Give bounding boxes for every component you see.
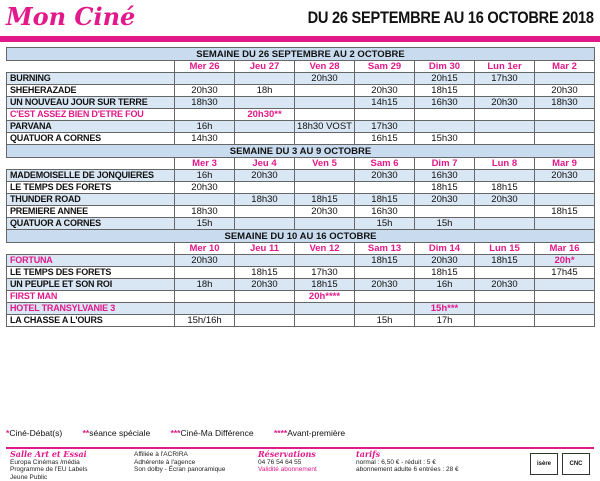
showtime-cell (475, 303, 535, 315)
showtime-cell: 15h (355, 218, 415, 230)
day-header-blank (7, 243, 175, 255)
day-label: Mar 16 (535, 243, 595, 255)
showtime-cell (535, 133, 595, 145)
footer-info (6, 447, 594, 481)
program-period: DU 26 SEPTEMBRE AU 16 OCTOBRE 2018 (307, 8, 594, 27)
film-title: UN PEUPLE ET SON ROI (7, 279, 175, 291)
showtime-cell: 18h15 (295, 279, 355, 291)
showtime-cell (175, 109, 235, 121)
footer-tarifs-column: tarifs normal : 6,50 € - réduit : 5 € abonnement adulte 6 entrées : 28 € (356, 449, 459, 473)
showtime-cell: 20h30** (235, 109, 295, 121)
showtime-cell: 20h15 (415, 73, 475, 85)
showtime-cell: 18h15 (415, 267, 475, 279)
showtime-cell: 18h15 (415, 182, 475, 194)
legend-seance-speciale: **séance spéciale (82, 428, 151, 438)
showtime-cell: 20h30 (475, 194, 535, 206)
showtime-cell (235, 121, 295, 133)
film-row (7, 291, 595, 303)
showtime-cell (535, 194, 595, 206)
day-label: Ven 12 (295, 243, 355, 255)
showtime-cell (235, 255, 295, 267)
footer-affiliations-column: Affiliée à l'ACRIRA Adhérente à l'agence Son dolby - Écran panoramique (134, 451, 226, 473)
showtime-cell: 16h30 (415, 97, 475, 109)
showtime-cell (535, 303, 595, 315)
showtime-cell (355, 303, 415, 315)
showtime-cell: 18h30 (235, 194, 295, 206)
legend-cine-debat: *Ciné-Débat(s) (6, 428, 63, 438)
week-title: SEMAINE DU 10 AU 16 OCTOBRE (7, 230, 595, 243)
showtime-cell: 20h* (535, 255, 595, 267)
film-title: BURNING (7, 73, 175, 85)
showtime-cell: 20h30 (355, 170, 415, 182)
showtime-cell: 20h30 (475, 97, 535, 109)
showtime-cell (475, 170, 535, 182)
showtime-cell: 17h30 (355, 121, 415, 133)
day-label: Ven 5 (295, 158, 355, 170)
film-title: UN NOUVEAU JOUR SUR TERRE (7, 97, 175, 109)
showtime-cell: 20h30 (175, 255, 235, 267)
showtime-cell (295, 315, 355, 327)
header-divider (0, 36, 600, 42)
footer-tarifs-title: tarifs (356, 449, 381, 459)
showtime-cell (235, 315, 295, 327)
footer-labels-column: Salle Art et Essai Europa Cinémas /média Programme de l'EU Labels Jeune Public (10, 449, 88, 481)
schedule-table (6, 47, 595, 327)
showtime-cell (235, 291, 295, 303)
day-label: Sam 29 (355, 61, 415, 73)
footer-reservations-column: Réservations 04 76 54 64 55 Validité abonnement (258, 449, 317, 473)
day-label: Sam 6 (355, 158, 415, 170)
film-row (7, 303, 595, 315)
showtime-cell (295, 109, 355, 121)
day-label: Jeu 27 (235, 61, 295, 73)
showtime-cell (235, 133, 295, 145)
showtime-cell (475, 85, 535, 97)
film-title: FIRST MAN (7, 291, 175, 303)
film-row (7, 170, 595, 182)
showtime-cell: 15h (355, 315, 415, 327)
showtime-cell (415, 291, 475, 303)
film-title: PREMIERE ANNEE (7, 206, 175, 218)
cinema-logo: Mon Ciné (6, 2, 136, 31)
showtime-cell (355, 267, 415, 279)
day-label: Lun 8 (475, 158, 535, 170)
day-label: Jeu 4 (235, 158, 295, 170)
film-title: HOTEL TRANSYLVANIE 3 (7, 303, 175, 315)
showtime-cell (535, 315, 595, 327)
week-title: SEMAINE DU 26 SEPTEMBRE AU 2 OCTOBRE (7, 48, 595, 61)
showtime-cell: 18h15 (475, 182, 535, 194)
showtime-cell: 20h30 (295, 73, 355, 85)
day-label: Mer 10 (175, 243, 235, 255)
day-label: Mer 3 (175, 158, 235, 170)
film-row (7, 85, 595, 97)
film-row (7, 109, 595, 121)
cnc-logo: CNC (562, 453, 590, 475)
showtime-cell: 15h/16h (175, 315, 235, 327)
showtime-cell (475, 218, 535, 230)
showtime-cell: 16h30 (355, 206, 415, 218)
showtime-cell: 18h15 (355, 194, 415, 206)
film-title: PARVANA (7, 121, 175, 133)
day-header-blank (7, 158, 175, 170)
day-label: Lun 15 (475, 243, 535, 255)
day-label: Dim 30 (415, 61, 475, 73)
showtime-cell (295, 255, 355, 267)
film-row (7, 218, 595, 230)
showtime-cell: 16h (415, 279, 475, 291)
film-row (7, 194, 595, 206)
showtime-cell (415, 109, 475, 121)
showtime-cell: 16h (175, 170, 235, 182)
showtime-cell: 18h15 (535, 206, 595, 218)
showtime-cell: 20h30 (175, 85, 235, 97)
day-label: Dim 7 (415, 158, 475, 170)
showtime-cell: 18h15 (355, 255, 415, 267)
showtime-cell (175, 194, 235, 206)
week-title: SEMAINE DU 3 AU 9 OCTOBRE (7, 145, 595, 158)
showtime-cell (235, 73, 295, 85)
showtime-cell (235, 182, 295, 194)
showtime-cell (475, 121, 535, 133)
showtime-cell: 20h30 (535, 170, 595, 182)
showtime-cell: 17h30 (295, 267, 355, 279)
film-row (7, 73, 595, 85)
film-title: LA CHASSE A L'OURS (7, 315, 175, 327)
day-label: Sam 13 (355, 243, 415, 255)
week-header-row (7, 230, 595, 243)
showtime-cell (295, 182, 355, 194)
showtime-cell: 16h15 (355, 133, 415, 145)
showtime-cell (295, 97, 355, 109)
showtime-cell (535, 121, 595, 133)
showtime-cell (535, 291, 595, 303)
isere-logo: isère (530, 453, 558, 475)
showtime-cell: 17h45 (535, 267, 595, 279)
film-title: QUATUOR A CORNES (7, 133, 175, 145)
showtime-cell: 20h30 (355, 85, 415, 97)
showtime-cell: 20h**** (295, 291, 355, 303)
footer-art-essai-title: Salle Art et Essai (10, 449, 87, 459)
day-header-row (7, 243, 595, 255)
day-label: Ven 28 (295, 61, 355, 73)
showtime-cell (475, 133, 535, 145)
showtime-cell: 14h30 (175, 133, 235, 145)
day-label: Mar 2 (535, 61, 595, 73)
showtime-cell (475, 267, 535, 279)
showtime-cell: 18h15 (295, 194, 355, 206)
showtime-cell (415, 206, 475, 218)
showtime-cell (415, 121, 475, 133)
showtime-cell: 15h (175, 218, 235, 230)
showtime-cell (535, 218, 595, 230)
showtime-cell: 14h15 (355, 97, 415, 109)
film-row (7, 255, 595, 267)
showtime-cell: 15h (415, 218, 475, 230)
showtime-cell (175, 303, 235, 315)
showtime-cell: 18h30 (175, 97, 235, 109)
film-row (7, 279, 595, 291)
showtime-cell: 20h30 (235, 279, 295, 291)
film-title: C'EST ASSEZ BIEN D'ETRE FOU (7, 109, 175, 121)
film-row (7, 133, 595, 145)
day-label: Dim 14 (415, 243, 475, 255)
showtime-cell: 18h30 (535, 97, 595, 109)
film-title: QUATUOR A CORNES (7, 218, 175, 230)
showtime-cell (295, 85, 355, 97)
legend (6, 428, 594, 438)
showtime-cell (475, 315, 535, 327)
film-row (7, 121, 595, 133)
showtime-cell (535, 73, 595, 85)
showtime-cell (235, 218, 295, 230)
showtime-cell: 18h (175, 279, 235, 291)
showtime-cell (175, 73, 235, 85)
showtime-cell (355, 73, 415, 85)
showtime-cell (355, 109, 415, 121)
showtime-cell (475, 206, 535, 218)
film-row (7, 315, 595, 327)
day-label: Jeu 11 (235, 243, 295, 255)
showtime-cell: 20h30 (415, 255, 475, 267)
showtime-cell: 17h30 (475, 73, 535, 85)
film-title: THUNDER ROAD (7, 194, 175, 206)
film-title: MADEMOISELLE DE JONQUIERES (7, 170, 175, 182)
film-row (7, 97, 595, 109)
showtime-cell (175, 267, 235, 279)
film-row (7, 206, 595, 218)
showtime-cell: 20h30 (355, 279, 415, 291)
showtime-cell: 15h*** (415, 303, 475, 315)
showtime-cell: 20h30 (475, 279, 535, 291)
day-label: Lun 1er (475, 61, 535, 73)
showtime-cell: 20h30 (535, 85, 595, 97)
showtime-cell: 18h15 (235, 267, 295, 279)
showtime-cell (535, 279, 595, 291)
film-title: FORTUNA (7, 255, 175, 267)
day-header-row (7, 158, 595, 170)
day-label: Mar 9 (535, 158, 595, 170)
day-header-blank (7, 61, 175, 73)
showtime-cell (235, 303, 295, 315)
showtime-cell: 16h30 (415, 170, 475, 182)
showtime-cell: 20h30 (415, 194, 475, 206)
showtime-cell (295, 133, 355, 145)
showtime-cell (535, 182, 595, 194)
showtime-cell (475, 291, 535, 303)
showtime-cell: 18h15 (415, 85, 475, 97)
showtime-cell: 20h30 (175, 182, 235, 194)
showtime-cell (475, 109, 535, 121)
showtime-cell: 17h (415, 315, 475, 327)
week-header-row (7, 145, 595, 158)
showtime-cell: 18h (235, 85, 295, 97)
showtime-cell (355, 182, 415, 194)
showtime-cell: 18h15 (475, 255, 535, 267)
showtime-cell: 16h (175, 121, 235, 133)
legend-avant-premiere: ****Avant-première (273, 428, 346, 438)
film-row (7, 267, 595, 279)
film-title: SHEHERAZADE (7, 85, 175, 97)
day-label: Mer 26 (175, 61, 235, 73)
film-row (7, 182, 595, 194)
showtime-cell (535, 109, 595, 121)
legend-cine-ma-difference: ***Ciné-Ma Différence (170, 428, 254, 438)
showtime-cell (235, 206, 295, 218)
showtime-cell (355, 291, 415, 303)
film-title: LE TEMPS DES FORETS (7, 182, 175, 194)
page-header (0, 0, 600, 36)
footer-reservations-title: Réservations (258, 449, 316, 459)
showtime-cell (295, 218, 355, 230)
showtime-cell (295, 170, 355, 182)
showtime-cell: 20h30 (235, 170, 295, 182)
week-header-row (7, 48, 595, 61)
showtime-cell (235, 97, 295, 109)
showtime-cell: 18h30 (175, 206, 235, 218)
showtime-cell (175, 291, 235, 303)
showtime-cell: 20h30 (295, 206, 355, 218)
showtime-cell (295, 303, 355, 315)
showtime-cell: 18h30 VOST (295, 121, 355, 133)
film-title: LE TEMPS DES FORETS (7, 267, 175, 279)
showtime-cell: 15h30 (415, 133, 475, 145)
day-header-row (7, 61, 595, 73)
